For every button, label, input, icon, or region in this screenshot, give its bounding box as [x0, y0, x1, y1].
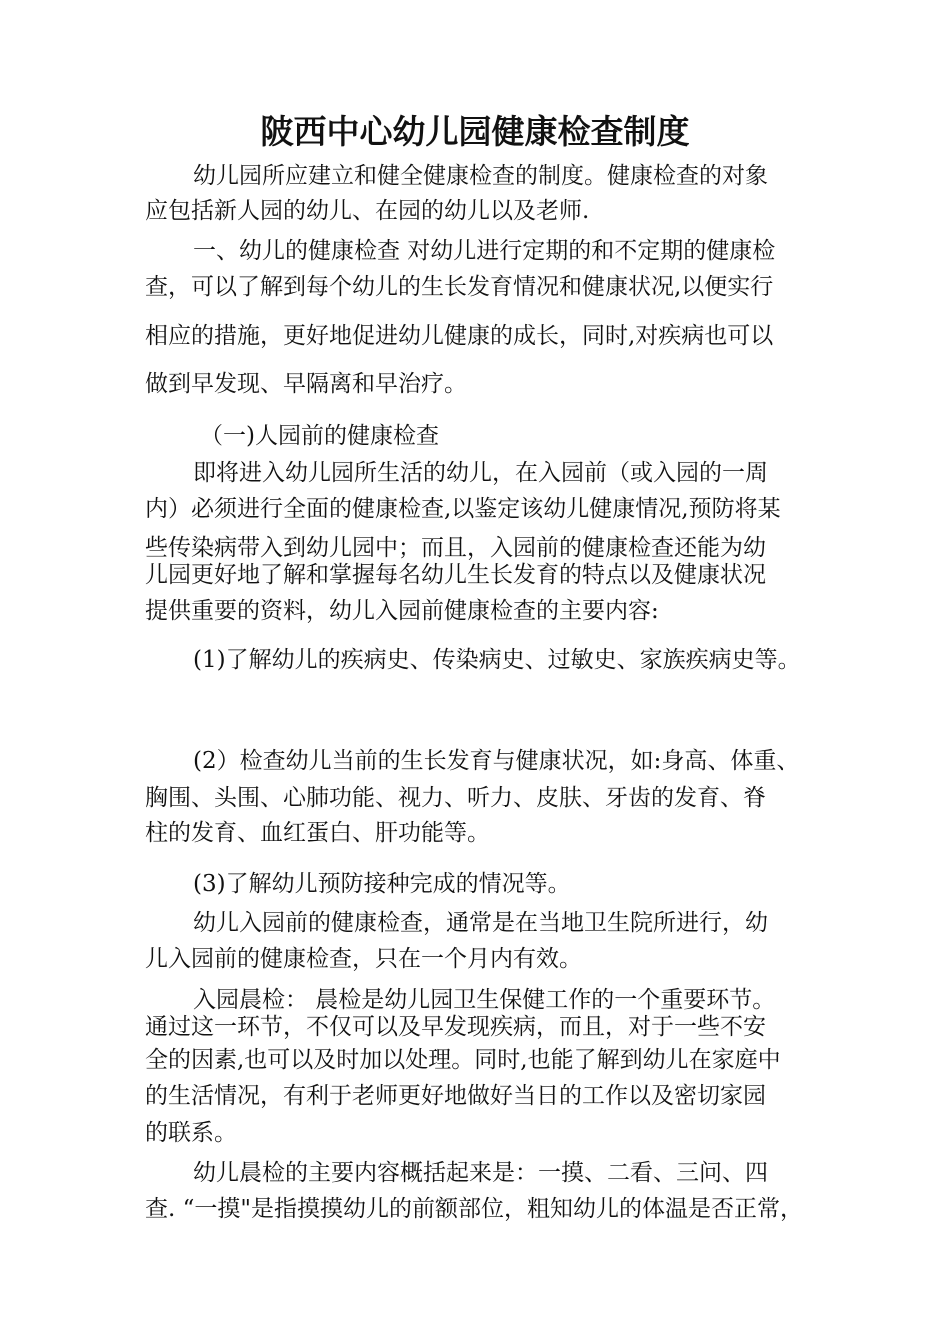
text-line: 些传染病带入到幼儿园中；而且，入园前的健康检查还能为幼	[145, 535, 766, 561]
text-line: 查，可以了解到每个幼儿的生长发育情况和健康状况,以便实行	[145, 274, 774, 300]
text-line: (2）检查幼儿当前的生长发育与健康状况，如:身高、体重、	[193, 748, 800, 774]
text-line: 的生活情况，有利于老师更好地做好当日的工作以及密切家园	[145, 1083, 766, 1109]
text-line: 儿入园前的健康检查，只在一个月内有效。	[145, 946, 582, 972]
text-line: 幼儿园所应建立和健全健康检查的制度。健康检查的对象	[193, 163, 768, 189]
text-line: 应包括新人园的幼儿、在园的幼儿以及老师.	[145, 198, 590, 224]
text-line: 即将进入幼儿园所生活的幼儿，在入园前（或入园的一周	[193, 460, 768, 486]
text-line: 胸围、头围、心肺功能、视力、听力、皮肤、牙齿的发育、脊	[145, 785, 766, 811]
text-line: 入园晨检： 晨检是幼儿园卫生保健工作的一个重要环节。	[193, 987, 776, 1013]
document-title: 陂西中心幼儿园健康检查制度	[260, 112, 690, 151]
text-line: 相应的措施，更好地促进幼儿健康的成长，同时,对疾病也可以	[145, 323, 774, 349]
text-line: 的联系。	[145, 1120, 237, 1146]
text-line: 儿园更好地了解和掌握每名幼儿生长发育的特点以及健康状况	[145, 562, 766, 588]
text-line: 内）必须进行全面的健康检查,以鉴定该幼儿健康情况,预防将某	[145, 496, 781, 522]
text-line: (1)了解幼儿的疾病史、传染病史、过敏史、家族疾病史等。	[193, 647, 801, 673]
text-line: 做到早发现、早隔离和早治疗。	[145, 371, 467, 397]
text-line: 提供重要的资料，幼儿入园前健康检查的主要内容:	[145, 598, 659, 624]
text-line: 柱的发育、血红蛋白、肝功能等。	[145, 820, 490, 846]
section-heading: （一)人园前的健康检查	[200, 423, 439, 449]
text-line: 通过这一环节，不仅可以及早发现疾病，而且，对于一些不安	[145, 1014, 766, 1040]
text-line: 幼儿入园前的健康检查，通常是在当地卫生院所进行，幼	[193, 910, 768, 936]
text-line: 查. “一摸"是指摸摸幼儿的前额部位，粗知幼儿的体温是否正常，	[145, 1196, 803, 1222]
text-line: 幼儿晨检的主要内容概括起来是：一摸、二看、三问、四	[193, 1160, 768, 1186]
text-line: 全的因素,也可以及时加以处理。同时,也能了解到幼儿在家庭中	[145, 1047, 781, 1073]
text-line: 一、幼儿的健康检查 对幼儿进行定期的和不定期的健康检	[193, 238, 776, 264]
text-line: (3)了解幼儿预防接种完成的情况等。	[193, 871, 571, 897]
